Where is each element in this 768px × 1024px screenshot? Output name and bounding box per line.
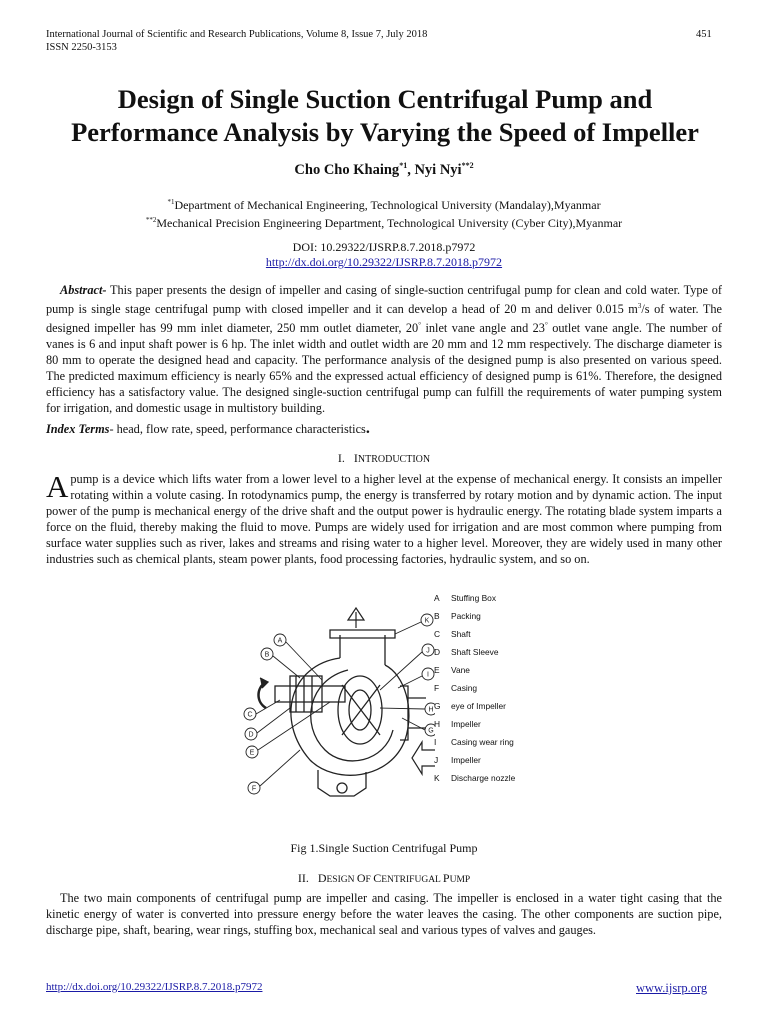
legend-row — [434, 773, 554, 791]
author-2: Nyi Nyi — [414, 161, 462, 178]
abstract-label: Abstract- — [60, 283, 107, 297]
abstract-sup-1: 3 — [637, 302, 642, 310]
section-1-heading — [0, 451, 768, 466]
callout-d: D — [248, 731, 254, 739]
shaft — [275, 686, 345, 702]
flow-arrow-up — [348, 608, 364, 628]
author-1-mark: *1 — [399, 161, 408, 170]
figure-legend — [434, 593, 554, 791]
callout-i: I — [427, 671, 429, 679]
callout-a: A — [277, 637, 283, 645]
section-2-title-f: F — [365, 875, 374, 885]
legend-letter: K — [434, 773, 440, 783]
legend-label: eye of Impeller — [451, 701, 506, 711]
legend-label: Casing wear ring — [451, 737, 514, 747]
doi-text: DOI: 10.29322/IJSRP.8.7.2018.p7972 — [292, 240, 476, 254]
flow-arrow-in — [412, 742, 435, 774]
section-1-body — [46, 471, 722, 567]
page-number: 451 — [696, 29, 712, 40]
callout-j: J — [426, 647, 430, 655]
abstract-sup-2: ° — [418, 321, 422, 330]
legend-row — [434, 683, 554, 701]
callout-f: F — [251, 785, 257, 793]
stuffing-box — [290, 676, 322, 712]
callout-k: K — [424, 617, 430, 625]
callout-b: B — [264, 651, 270, 659]
legend-row — [434, 665, 554, 683]
section-1-text: pump is a device which lifts water from a lower level to a higher level at the expense of mechanical energy. It consists an impeller rotating within a volute casing. In rotodynamics pump, the energy is transferred by rotary motion and by dynamic action. The input power of the pump is mechanical energy of the drive shaft and the output power is hydraulic energy. The rotating blade system imparts a force on the fluid, thereby making the fluid to move. Pumps are widely used for irrigation and are most common where pumping from surface water supplies such as river, lakes and streams and rising water to a higher level. Moreover, they are widely used in many other industries such as chemical plants, steam power plants, food processing factories, hydraulic system, and so on. — [46, 472, 722, 566]
index-terms-text: - head, flow rate, speed, performance characteristics — [109, 422, 366, 436]
callout-h: H — [428, 706, 434, 714]
author-separator: , — [407, 161, 415, 178]
section-2-title-entrifugal: ENTRIFUGAL — [381, 875, 443, 885]
legend-row — [434, 719, 554, 737]
doi-block — [0, 240, 768, 270]
legend-label: Packing — [451, 611, 481, 621]
section-2-title-p: P — [442, 871, 450, 885]
suction-flange — [400, 686, 426, 740]
abstract-text-1: This paper presents the design of impeller and casing of single-suction centrifugal pump for clean and cold water. Type of pump is single stage centrifugal pump with closed impeller and it can develop a head of 20 m and deliver 0.015 m — [46, 283, 722, 317]
abstract-text-3: inlet vane angle and 23 — [421, 321, 545, 336]
affiliation-2 — [0, 213, 768, 231]
legend-letter: D — [434, 647, 441, 657]
section-1-numeral: I. — [337, 451, 345, 465]
section-2-title-ump: UMP — [449, 875, 471, 885]
figure-caption: Fig 1.Single Suction Centrifugal Pump — [290, 841, 478, 855]
callout-e: E — [249, 749, 255, 757]
title-line-2: Performance Analysis by Varying the Speed of Impeller — [71, 117, 699, 147]
paper-title — [40, 83, 730, 149]
legend-row — [434, 611, 554, 629]
legend-letter: J — [434, 755, 439, 765]
callout-c: C — [247, 711, 253, 719]
pump-cross-section-figure — [230, 590, 435, 800]
index-terms — [46, 421, 722, 437]
issn: ISSN 2250-3153 — [46, 42, 117, 53]
legend-letter: B — [434, 611, 440, 621]
legend-label: Impeller — [451, 719, 481, 729]
drop-cap: A — [46, 469, 69, 504]
legend-letter: E — [434, 665, 440, 675]
section-2-body: The two main components of centrifugal pump are impeller and casing. The impeller is enclosed in a water tight casing that the kinetic energy of water is converted into pressure energy before the water leaves the casing. The other components are suction pipe, discharge pipe, shaft, bearing, wear rings, stuffing box, mechanical seal and various types of valves and gauges. — [46, 891, 722, 937]
legend-label: Vane — [451, 665, 470, 675]
legend-label: Impeller — [451, 755, 481, 765]
authors — [0, 161, 768, 179]
author-1: Cho Cho Khaing — [294, 161, 400, 178]
legend-label: Shaft Sleeve — [451, 647, 499, 657]
legend-row — [434, 647, 554, 665]
legend-row — [434, 629, 554, 647]
affiliations — [0, 195, 768, 231]
affiliation-2-mark: **2 — [145, 216, 157, 224]
legend-label: Discharge nozzle — [451, 773, 516, 783]
author-2-mark: **2 — [461, 161, 474, 170]
index-terms-end: . — [365, 420, 370, 437]
section-1-first-letter: I — [353, 451, 358, 465]
legend-label: Casing — [451, 683, 478, 693]
legend-letter: C — [434, 629, 441, 639]
abstract-text-4: outlet vane angle. The number of vanes is 6 and input shaft power is 6 hp. The inlet width and outlet width are 20 mm and 12 mm respectively. The discharge diameter is 80 mm to operate the designed head and capacity. The performance analysis of the designed pump is also presented on various speed. The predicted maximum efficiency is nearly 65% and the expressed actual efficiency of designed pump is 61%. Therefore, the designed efficiency has a satisfactory value. The designed single-suction centrifugal pump can fulfill the requirements of water pumping system for irrigation, and domestic usage in multistory building. — [46, 321, 722, 416]
abstract — [46, 282, 722, 416]
legend-label: Stuffing Box — [451, 593, 497, 603]
footer-doi-link[interactable]: http://dx.doi.org/10.29322/IJSRP.8.7.2018.p7972 — [46, 981, 263, 993]
journal-name: International Journal of Scientific and Research Publications, Volume 8, Issue 7, July 2018 — [46, 29, 428, 40]
section-2-heading — [0, 871, 768, 886]
legend-row — [434, 755, 554, 773]
section-2-title-esign: ESIGN — [326, 875, 357, 885]
abstract-text-2: /s of water. The designed impeller has 99 mm inlet diameter, 250 mm outlet diameter, 20 — [46, 302, 722, 336]
legend-letter: G — [434, 701, 441, 711]
abstract-sup-3: ° — [544, 321, 548, 330]
legend-letter: I — [434, 737, 437, 747]
section-2-title-o: O — [356, 871, 366, 885]
legend-row — [434, 701, 554, 719]
journal-header — [46, 28, 427, 54]
legend-label: Shaft — [451, 629, 471, 639]
title-line-1: Design of Single Suction Centrifugal Pump and — [117, 84, 653, 114]
section-2-numeral: II. — [297, 871, 309, 885]
legend-letter: F — [434, 683, 440, 693]
affiliation-1-mark: *1 — [167, 198, 175, 206]
affiliation-2-text: Mechanical Precision Engineering Department, Technological University (Cyber City),Myanmar — [156, 216, 623, 230]
legend-letter: A — [434, 593, 440, 603]
affiliation-1-text: Department of Mechanical Engineering, Technological University (Mandalay),Myanmar — [174, 198, 601, 212]
section-2-title-d: D — [317, 871, 327, 885]
index-terms-label: Index Terms — [46, 422, 110, 436]
footer-site-link[interactable]: www.ijsrp.org — [636, 981, 708, 995]
section-2-title-c: C — [373, 871, 382, 885]
legend-letter: H — [434, 719, 441, 729]
legend-row — [434, 593, 554, 611]
affiliation-1 — [0, 195, 768, 213]
legend-row — [434, 737, 554, 755]
callout-g: G — [428, 727, 434, 735]
doi-link[interactable]: http://dx.doi.org/10.29322/IJSRP.8.7.2018.p7972 — [265, 255, 503, 269]
discharge-nozzle — [330, 630, 395, 665]
section-1-title-rest: NTRODUCTION — [357, 454, 431, 465]
